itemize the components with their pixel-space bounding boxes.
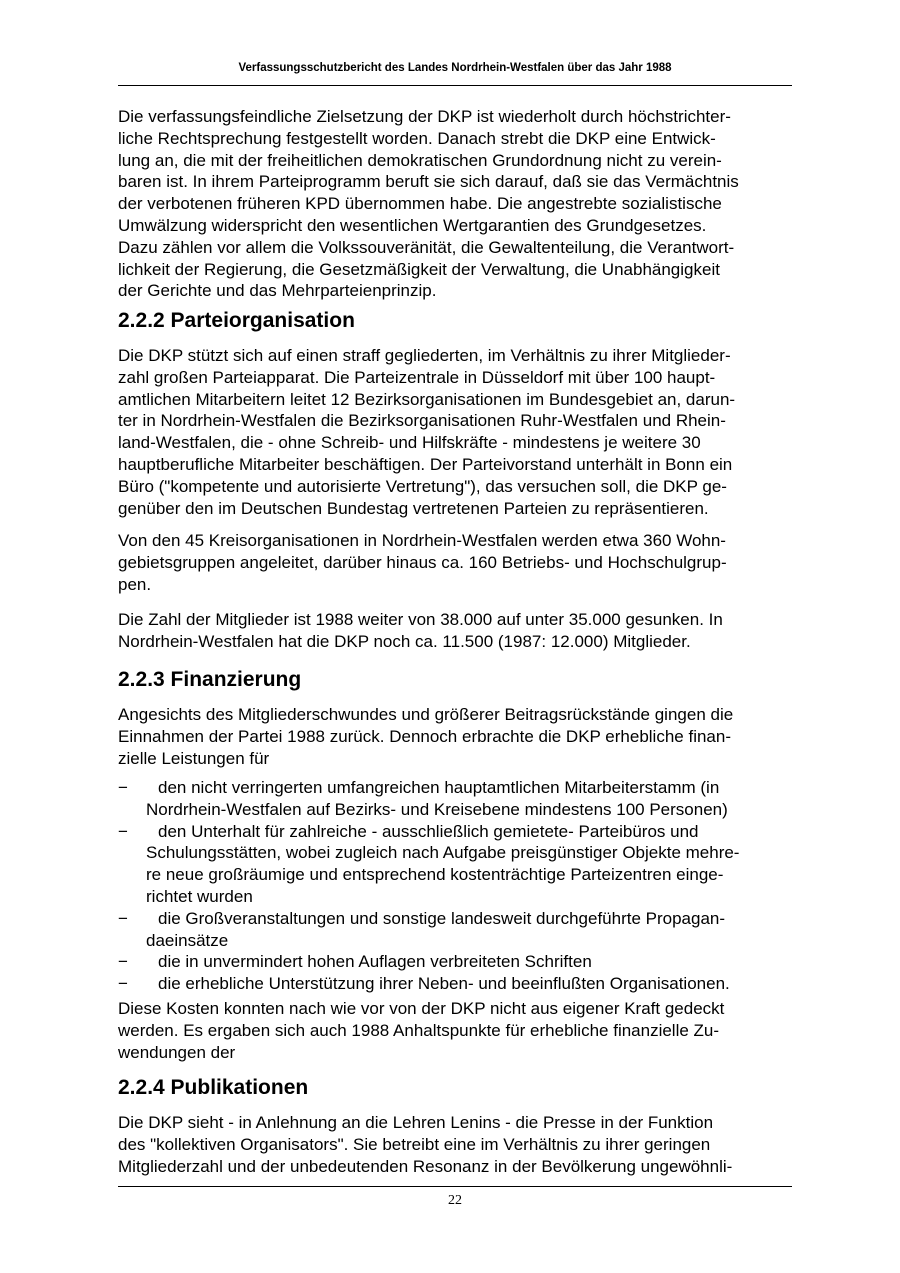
text-line: Nordrhein-Westfalen auf Bezirks- und Kreisebene mindestens 100 Personen): [146, 799, 728, 819]
dash-bullet: −: [118, 908, 128, 928]
text-line: Von den 45 Kreisorganisationen in Nordrhein-Westfalen werden etwa 360 Wohn-: [118, 531, 726, 550]
text-line: Die verfassungsfeindliche Zielsetzung der DKP ist wiederholt durch höchstrichter-: [118, 107, 731, 126]
text-line: Umwälzung widerspricht den wesentlichen Wertgarantien des Grundgesetzes.: [118, 215, 707, 235]
footer-rule: [118, 1186, 792, 1187]
parteiorganisation-paragraph-2: [118, 530, 798, 595]
running-header: Verfassungsschutzbericht des Landes Nordrhein-Westfalen über das Jahr 1988: [238, 62, 672, 74]
list-item: [118, 951, 798, 973]
text-line: Dazu zählen vor allem die Volkssouveränität, die Gewaltenteilung, die Verantwort-: [118, 237, 735, 257]
text-line: Mitgliederzahl und der unbedeutenden Resonanz in der Bevölkerung ungewöhnli-: [118, 1156, 733, 1176]
text-line: baren ist. In ihrem Parteiprogramm beruft sie sich darauf, daß sie das Vermächtnis: [118, 172, 739, 192]
text-line: liche Rechtsprechung festgestellt worden. Danach strebt die DKP eine Entwick-: [118, 128, 716, 148]
text-line: wendungen der: [118, 1042, 236, 1062]
list-item: [118, 908, 798, 952]
text-line: zahl großen Parteiapparat. Die Parteizentrale in Düsseldorf mit über 100 haupt-: [118, 367, 716, 387]
intro-paragraph: [118, 106, 798, 302]
text-line: Nordrhein-Westfalen hat die DKP noch ca. 11.500 (1987: 12.000) Mitglieder.: [118, 631, 691, 651]
publikationen-paragraph-1: [118, 1112, 798, 1177]
text-line: Die Zahl der Mitglieder ist 1988 weiter von 38.000 auf unter 35.000 gesunken. In: [118, 610, 723, 629]
text-line: den nicht verringerten umfangreichen hauptamtlichen Mitarbeiterstamm (in: [158, 778, 720, 797]
dash-bullet: −: [118, 778, 128, 797]
list-item: [118, 777, 798, 821]
text-line: land-Westfalen, die - ohne Schreib- und Hilfskräfte - mindestens je weitere 30: [118, 433, 701, 453]
text-line: amtlichen Mitarbeitern leitet 12 Bezirksorganisationen im Bundesgebiet an, darun-: [118, 389, 736, 409]
text-line: gebietsgruppen angeleitet, darüber hinaus ca. 160 Betriebs- und Hochschulgrup-: [118, 552, 727, 572]
text-line: Schulungsstätten, wobei zugleich nach Aufgabe preisgünstiger Objekte mehre-: [146, 843, 740, 863]
parteiorganisation-paragraph-1: [118, 345, 798, 519]
section-heading-finanzierung: 2.2.3 Finanzierung: [118, 668, 302, 691]
text-line: den Unterhalt für zahlreiche - ausschließlich gemietete- Parteibüros und: [158, 821, 699, 841]
page-number: 22: [448, 1193, 462, 1208]
section-heading-parteiorganisation: 2.2.2 Parteiorganisation: [118, 309, 355, 332]
text-line: lung an, die mit der freiheitlichen demokratischen Grundordnung nicht zu verein-: [118, 150, 722, 170]
text-line: daeinsätze: [146, 930, 229, 950]
text-line: lichkeit der Regierung, die Gesetzmäßigkeit der Verwaltung, die Unabhängigkeit: [118, 259, 720, 279]
text-line: genüber den im Deutschen Bundestag vertretenen Parteien zu repräsentieren.: [118, 498, 709, 518]
finanzierung-paragraph-1: [118, 704, 798, 769]
text-line: hauptberufliche Mitarbeiter beschäftigen. Der Parteivorstand unterhält in Bonn ein: [118, 454, 733, 474]
finanzierung-paragraph-2: [118, 998, 798, 1063]
dash-bullet: −: [118, 952, 128, 972]
list-item: [118, 973, 798, 995]
list-item: [118, 821, 798, 908]
text-line: die erhebliche Unterstützung ihrer Neben- und beeinflußten Organisationen.: [158, 974, 730, 994]
text-line: Die DKP sieht - in Anlehnung an die Lehren Lenins - die Presse in der Funktion: [118, 1113, 714, 1132]
section-heading-publikationen: 2.2.4 Publikationen: [118, 1076, 309, 1099]
text-line: Die DKP stützt sich auf einen straff gegliederten, im Verhältnis zu ihrer Mitglieder-: [118, 346, 731, 365]
text-line: zielle Leistungen für: [118, 748, 270, 768]
dash-bullet: −: [118, 974, 128, 994]
text-line: pen.: [118, 574, 152, 594]
dash-bullet: −: [118, 821, 128, 841]
text-line: der Gerichte und das Mehrparteienprinzip.: [118, 281, 437, 301]
text-line: Diese Kosten konnten nach wie vor von der DKP nicht aus eigener Kraft gedeckt: [118, 999, 725, 1018]
parteiorganisation-paragraph-3: [118, 609, 798, 653]
header-rule: [118, 85, 792, 86]
text-line: Einnahmen der Partei 1988 zurück. Dennoch erbrachte die DKP erhebliche finan-: [118, 726, 731, 746]
text-line: werden. Es ergaben sich auch 1988 Anhaltspunkte für erhebliche finanzielle Zu-: [118, 1020, 720, 1040]
text-line: Büro ("kompetente und autorisierte Vertretung"), das versuchen soll, die DKP ge-: [118, 476, 727, 496]
text-line: re neue großräumige und entsprechend kostenträchtige Parteizentren einge-: [146, 865, 724, 885]
text-line: die in unvermindert hohen Auflagen verbreiteten Schriften: [158, 952, 592, 972]
text-line: die Großveranstaltungen und sonstige landesweit durchgeführte Propagan-: [158, 908, 726, 928]
text-line: Angesichts des Mitgliederschwundes und größerer Beitragsrückstände gingen die: [118, 705, 734, 724]
text-line: des "kollektiven Organisators". Sie betreibt eine im Verhältnis zu ihrer geringen: [118, 1134, 711, 1154]
expense-list: [118, 777, 798, 995]
text-line: richtet wurden: [146, 886, 253, 906]
text-line: ter in Nordrhein-Westfalen die Bezirksorganisationen Ruhr-Westfalen und Rhein-: [118, 411, 726, 431]
text-line: der verbotenen früheren KPD übernommen habe. Die angestrebte sozialistische: [118, 194, 722, 214]
